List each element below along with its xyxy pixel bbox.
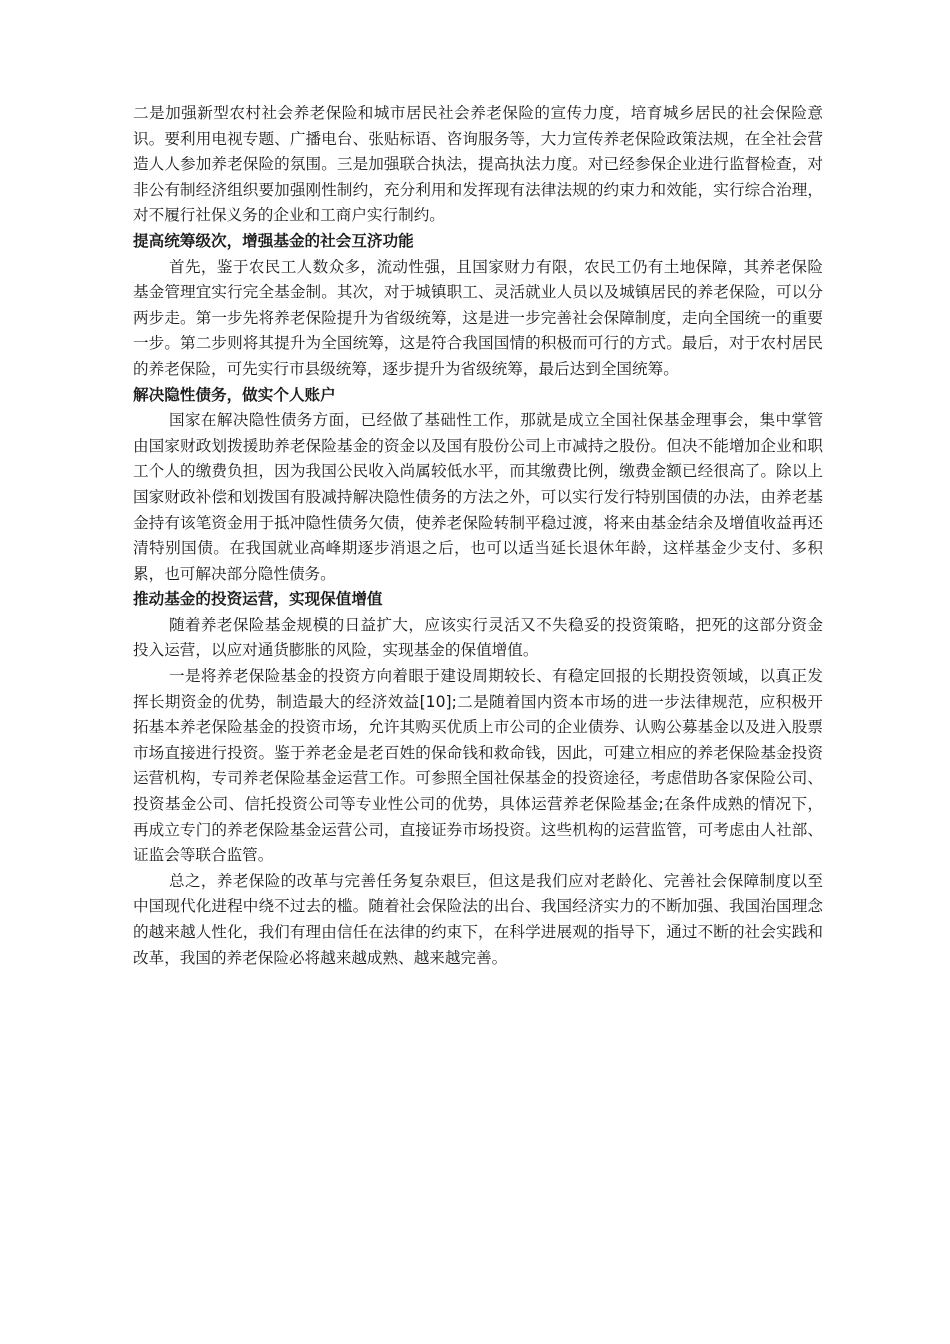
paragraph-investment-details: 一是将养老保险基金的投资方向着眼于建设周期较长、有稳定回报的长期投资领域，以真正发挥长期资金的优势，制造最大的经济效益[10];二是随着国内资本市场的进一步法律规范，应积极开拓基本养老保险基金的投资市场，允许其购买优质上市公司的企业债券、认购公募基金以及进入股票市场直接进行投资。鉴于养老金是老百姓的保命钱和救命钱，因此，可建立相应的养老保险基金投资运营机构，专司养老保险基金运营工作。可参照全国社保基金的投资途径，考虑借助各家保险公司、投资基金公司、信托投资公司等专业性公司的优势，具体运营养老保险基金;在条件成熟的情况下，再成立专门的养老保险基金运营公司，直接证券市场投资。这些机构的运营监管，可考虑由人社部、证监会等联合监管。: [133, 667, 823, 865]
paragraph-publicity-enforcement: 二是加强新型农村社会养老保险和城市居民社会养老保险的宣传力度，培育城乡居民的社会保险意识。要利用电视专题、广播电台、张贴标语、咨询服务等，大力宣传养老保险政策法规，在全社会营造人人参加养老保险的氛围。三是加强联合执法，提高执法力度。对已经参保企业进行监督检查，对非公有制经济组织要加强刚性制约，充分利用和发挥现有法律法规的约束力和效能，实行综合治理，对不履行社保义务的企业和工商户实行制约。: [133, 104, 823, 225]
paragraph-hidden-debt: 国家在解决隐性债务方面，已经做了基础性工作，那就是成立全国社保基金理事会，集中掌管由国家财政划拨援助养老保险基金的资金以及国有股份公司上市减持之股份。但决不能增加企业和职工个人的缴费负担，因为我国公民收入尚属较低水平，而其缴费比例，缴费金额已经很高了。除以上国家财政补偿和划拨国有股减持解决隐性债务的方法之外，可以实行发行特别国债的办法，由养老基金持有该笔资金用于抵冲隐性债务欠债，使养老保险转制平稳过渡，将来由基金结余及增值收益再还清特别国债。在我国就业高峰期逐步消退之后，也可以适当延长退休年龄，这样基金少支付、多积累，也可解决部分隐性债务。: [133, 411, 823, 583]
paragraph-pooling-level: 首先，鉴于农民工人数众多，流动性强，且国家财力有限，农民工仍有土地保障，其养老保险基金管理宜实行完全基金制。其次，对于城镇职工、灵活就业人员以及城镇居民的养老保险，可以分两步走。第一步先将养老保险提升为省级统筹，这是进一步完善社会保障制度，走向全国统一的重要一步。第二步则将其提升为全国统筹，这是符合我国国情的积极而可行的方式。最后，对于农村居民的养老保险，可先实行市县级统筹，逐步提升为省级统筹，最后达到全国统筹。: [133, 257, 823, 378]
paragraph-investment-intro: 随着养老保险基金规模的日益扩大，应该实行灵活又不失稳妥的投资策略，把死的这部分资金投入运营，以应对通货膨胀的风险，实现基金的保值增值。: [133, 615, 823, 660]
paragraph-conclusion: 总之，养老保险的改革与完善任务复杂艰巨，但这是我们应对老龄化、完善社会保障制度以至中国现代化进程中绕不过去的槛。随着社会保险法的出台、我国经济实力的不断加强、我国治国理念的越来越人性化，我们有理由信任在法律的约束下，在科学进展观的指导下，通过不断的社会实践和改革，我国的养老保险必将越来越成熟、越来越完善。: [133, 871, 823, 967]
section-heading-investment: 推动基金的投资运营，实现保值增值: [133, 590, 383, 609]
section-heading-hidden-debt: 解决隐性债务，做实个人账户: [133, 385, 336, 404]
section-heading-pooling-level: 提高统筹级次，增强基金的社会互济功能: [133, 231, 414, 250]
document-body: [133, 101, 823, 971]
